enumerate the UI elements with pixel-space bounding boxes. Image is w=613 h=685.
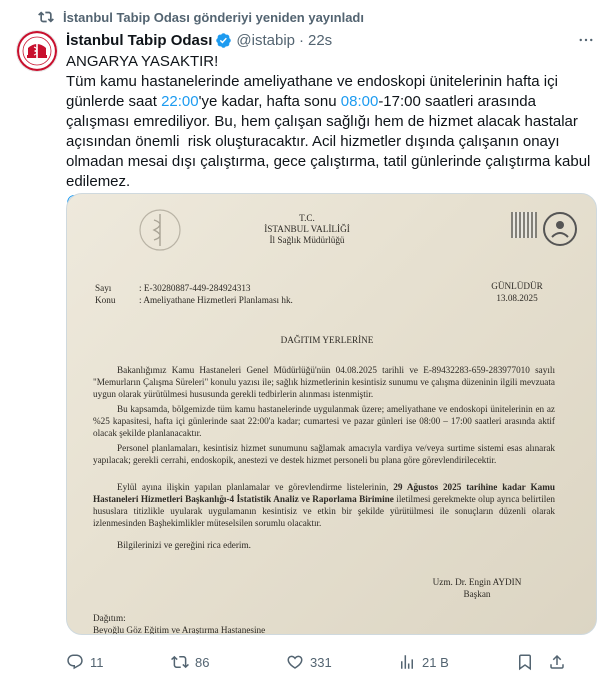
- doc-sayi-value: : E-30280887-449-284924313: [139, 283, 251, 293]
- like-button[interactable]: [286, 653, 398, 671]
- retweet-count: 86: [195, 654, 210, 670]
- doc-para4-c: iletilmesi gerekmekte olup ayrıca belirtilen hususlara titizlikle uyularak uygulamanın kesintisiz ve etkin bir şekilde yürütülmesi ile sonuçların düzenli olarak izlenmesinden Başhekimlikler müteselsilen sorumlu olacaktır.: [93, 494, 555, 528]
- tweet-time[interactable]: 22s: [308, 31, 333, 49]
- reply-icon: [66, 653, 84, 671]
- views-count: 21 B: [422, 654, 449, 670]
- doc-valilik: İSTANBUL VALİLİĞİ: [264, 224, 350, 234]
- tweet-body-part-2: 'ye kadar, hafta sonu: [198, 93, 341, 110]
- verified-badge-icon: [215, 32, 232, 49]
- tweet-actions: [66, 652, 597, 672]
- doc-konu-label: Konu: [95, 295, 116, 305]
- time-weekday[interactable]: 22:00: [161, 93, 199, 110]
- saglik-logo-icon: [539, 210, 581, 248]
- doc-gunludur: GÜNLÜDÜR: [491, 281, 543, 291]
- reply-button[interactable]: [66, 653, 171, 671]
- doc-paragraph-3: Personel planlamaları, kesintisiz hizmet sunumunu sağlamak amacıyla vardiya ve/veya surtime sistemi esas alınarak yapılacak; gerekli cerrahi, endoskopik, anestezi ve destek hizmet personeli bu plana göre görevlendirilecektir.: [93, 443, 555, 465]
- doc-dagitim-heading: DAĞITIM YERLERİNE: [280, 335, 374, 345]
- qr-code-icon: [511, 212, 537, 238]
- retweet-banner[interactable]: [38, 8, 364, 26]
- time-weekend[interactable]: 08:00: [340, 93, 379, 110]
- bookmark-icon: [516, 653, 534, 671]
- author-handle[interactable]: @istabip: [236, 31, 295, 49]
- doc-signer: Uzm. Dr. Engin AYDIN: [432, 577, 522, 587]
- retweet-icon: [38, 9, 54, 25]
- reply-count: 11: [90, 654, 104, 670]
- like-icon: [286, 653, 304, 671]
- doc-paragraph-4: [93, 481, 555, 529]
- retweet-banner-text: İstanbul Tabip Odası gönderiyi yeniden yayınladı: [63, 9, 364, 25]
- share-button[interactable]: [548, 653, 572, 671]
- views-button[interactable]: [398, 653, 516, 671]
- doc-dagitim-label: Dağıtım:: [93, 613, 126, 623]
- doc-closing: Bilgilerinizi ve gereğini rica ederim.: [117, 540, 251, 550]
- retweet-icon: [171, 653, 189, 671]
- separator-dot: ·: [299, 31, 304, 49]
- avatar[interactable]: [16, 30, 58, 72]
- share-icon: [548, 653, 566, 671]
- bookmark-button[interactable]: [516, 653, 548, 671]
- doc-date: 13.08.2025: [496, 293, 538, 303]
- author-name[interactable]: İstanbul Tabip Odası: [66, 31, 213, 49]
- more-options-icon[interactable]: [575, 31, 597, 49]
- tweet-body-part-3: -17:00 saatleri arasında çalışması emrediliyor. Bu, hem çalışan sağlığı hem de hizmet alacak hastalar açısından önemli risk oluşturacaktır. Acil hizmetler dışında çalışanın onayı olmadan mesai dışı çalıştırma, gece çalıştırma, tatil günlerinde çalıştırma kabul edilemez.: [66, 93, 595, 190]
- doc-sayi-label: Sayı: [95, 283, 112, 293]
- ministry-emblem-icon: [132, 206, 188, 254]
- retweet-button[interactable]: [171, 653, 286, 671]
- tweet-line-1: ANGARYA YASAKTIR!: [66, 53, 219, 70]
- istanbul-tabip-odasi-logo: [17, 31, 57, 71]
- doc-dagitim-first: Beyoğlu Göz Eğitim ve Araştırma Hastanesine: [93, 625, 266, 635]
- doc-paragraph-1: Bakanlığımız Kamu Hastaneleri Genel Müdürlüğü'nün 04.08.2025 tarihli ve E-89432283-659-283977010 sayılı "Memurların Çalışma Süreleri" konulu yazısı ile; sağlık hizmetlerinin kesintisiz sunumu ve çalışma düzeninin ilgili mevzuata uygun olarak yürütülmesi hususunda gerekli tedbirlerin alınması istenmiştir.: [93, 365, 555, 399]
- doc-signer-title: Başkan: [463, 589, 491, 599]
- doc-konu-value: : Ameliyathane Hizmetleri Planlaması hk.: [139, 295, 293, 305]
- doc-mudurluk: İl Sağlık Müdürlüğü: [269, 235, 345, 245]
- tweet-text: [66, 52, 596, 212]
- doc-para4-deadline: 29 Ağustos 2025 tarihine kadar Kamu Hastaneleri Hizmetleri Başkanlığı-4 İstatistik Analiz ve Raporlama Birimine: [93, 482, 555, 504]
- like-count: 331: [310, 654, 332, 670]
- tweet-media-document-photo[interactable]: [66, 193, 597, 635]
- doc-paragraph-2: Bu kapsamda, bölgemizde tüm kamu hastanelerinde uygulanmak üzere; ameliyathane ve endoskopi ünitelerinin en az %25 kapasitesi, hafta içi günlerinde saat 22:00'a kadar; cumartesi ve pazar günleri ise 08:00 – 17:00 saatleri arasında aktif olacak şekilde planlanacaktır.: [93, 404, 555, 438]
- views-icon: [398, 653, 416, 671]
- tweet-body-part-1: Tüm kamu hastanelerinde ameliyathane ve endoskopi ünitelerinin hafta içi günlerde saat: [66, 73, 563, 110]
- doc-tc: T.C.: [299, 213, 315, 223]
- official-letter: [67, 194, 596, 634]
- doc-para4-a: Eylül ayına ilişkin yapılan planlamalar ve görevlendirme listelerinin,: [117, 482, 394, 492]
- tweet-header: [66, 30, 597, 50]
